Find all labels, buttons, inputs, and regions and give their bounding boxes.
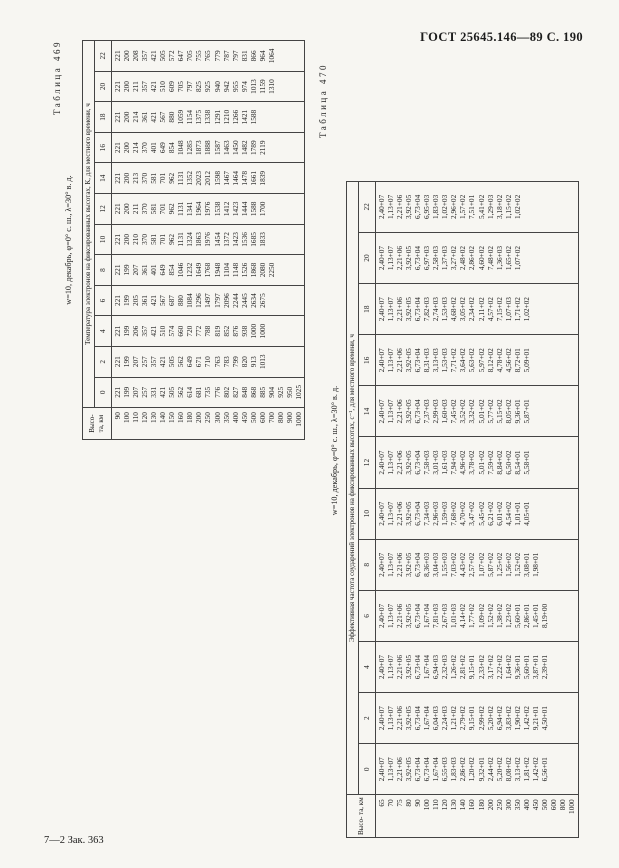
column-header: 18 — [358, 284, 375, 335]
column-header: 0 — [358, 744, 375, 795]
table-label: Таблица 470 — [318, 63, 328, 138]
superheader: Эффективная частота соударений электронов на фиксированных высотах, с⁻¹, для местного времени, ч — [347, 181, 359, 795]
value-cell: 221 200 211 357 421 510 609 705 797 825 925 940 942 955 974 1013 1159 1310 — [111, 71, 305, 102]
value-cell: 221 200 214 361 421 567 880 1059 1154 1375 1338 1291 1210 1266 1421 1588 — [111, 102, 305, 133]
page-header: ГОСТ 25645.146—89 С. 190 — [420, 30, 583, 44]
value-cell: 2,40+07 1,13+07 2,21+06 3,92+05 6,73+04 6,95+03 1,83+03 1,02+03 2,96+02 1,57+02 7,51+01 5,41+02 1,29+03 3,18+02 1,15+02 1,02+02 — [375, 181, 578, 232]
column-headers — [94, 41, 111, 440]
column-header: 4 — [358, 641, 375, 692]
value-cell: 2,40+07 1,13+07 2,21+06 3,92+05 6,73+04 1,67+04 7,81+03 2,67+03 1,01+03 4,14+02 1,77+02 1,09+02 1,52+02 1,38+02 1,23+02 5,60+01 2,86+01 1,45+01 8,19+00 — [375, 590, 578, 641]
column-header: 12 — [94, 194, 111, 225]
column-header: 22 — [94, 41, 111, 72]
value-cell: 221 200 213 370 581 701 962 1131 1352 2023 2012 1598 1467 1464 1478 1661 1839 — [111, 163, 305, 194]
value-cell: 2,40+07 1,13+07 2,21+06 3,92+05 6,73+04 1,67+04 6,94+03 2,32+03 1,26+02 2,81+02 9,15+01 2,33+02 3,17+02 2,22+02 1,64+02 9,36+01 5,60+01 3,87+01 2,39+01 — [375, 641, 578, 692]
column-header: 6 — [94, 285, 111, 316]
value-cell: 221 200 208 357 421 505 572 647 705 755 765 779 787 797 831 866 964 1064 — [111, 41, 305, 72]
value-cell: 2,40+07 1,13+07 2,21+06 3,92+05 6,73+04 7,37+03 2,99+03 1,60+03 7,45+02 3,52+02 3,32+02 5,01+02 5,77+02 5,15+02 8,05+02 9,36+01 5,87+01 — [375, 386, 578, 437]
table-469 — [52, 40, 304, 440]
value-cell: 221 200 210 370 581 701 962 1131 1324 1863 1976 1454 1372 1423 1536 1685 1833 — [111, 224, 305, 255]
column-header: 14 — [94, 163, 111, 194]
column-header: 8 — [94, 255, 111, 286]
column-header: 20 — [94, 71, 111, 102]
value-cell: 221 199 207 257 331 421 505 562 614 681 735 776 802 827 848 868 885 904 925 950 1025 — [111, 377, 305, 408]
superheader: Температура электронов на фиксированных высотах, К, для местного времени, ч — [83, 41, 95, 408]
value-cell: 2,40+07 1,13+07 2,21+06 3,92+05 6,73+04 1,67+04 6,04+03 2,24+03 1,21+02 2,79+02 9,15+01 2,99+02 5,20+02 6,94+02 3,83+02 1,90+02 1,42+02 9,21+01 4,50+01 — [375, 693, 578, 744]
table-title: w=10, декабрь, φ=0° с. ш., λ=30° в. д. — [64, 175, 73, 305]
column-header: 20 — [358, 232, 375, 283]
value-cell: 2,40+07 1,13+07 2,21+06 3,92+05 6,73+04 8,36+03 3,04+03 1,55+03 7,03+02 4,43+02 2,57+02 1,07+02 5,87+02 1,25+02 1,56+02 1,52+02 3,08+01 1,98+01 — [375, 539, 578, 590]
column-header: 2 — [94, 346, 111, 377]
table-label: Таблица 469 — [52, 40, 62, 115]
value-cell: 221 199 206 357 421 510 574 660 720 772 788 819 852 876 938 1000 1000 — [111, 316, 305, 347]
column-header: 10 — [358, 488, 375, 539]
column-headers — [358, 181, 375, 837]
value-cell: 221 200 211 370 581 701 962 1131 1341 1964 1976 1538 1412 1423 1444 1588 1700 — [111, 194, 305, 225]
row-header: Высо- та, км — [83, 408, 112, 440]
heights-cell: 65 70 75 80 90 100 110 120 130 140 160 180 200 250 300 350 400 450 500 600 800 1000 — [375, 795, 578, 838]
table-body-row — [375, 181, 578, 837]
column-header: 2 — [358, 693, 375, 744]
page-footer: 7—2 Зак. 363 — [44, 835, 104, 846]
value-cell: 2,40+07 1,13+07 2,21+06 3,92+05 6,73+04 7,34+03 2,96+03 1,59+03 7,68+02 4,70+02 3,47+02 5,45+02 6,21+02 6,01+02 4,54+02 1,01+01 4,05+01 — [375, 488, 578, 539]
column-header: 8 — [358, 539, 375, 590]
value-cell: 2,40+07 1,13+07 2,21+06 3,92+05 6,73+04 7,82+03 2,74+03 1,53+03 4,68+02 3,05+02 2,34+02 2,11+02 4,57+02 7,15+02 1,07+03 1,71+02 1,02+02 — [375, 284, 578, 335]
value-cell: 2,40+07 1,13+07 2,21+06 3,92+05 6,73+04 7,58+03 3,01+03 1,61+03 7,94+02 4,96+02 3,78+02 5,01+02 7,59+02 8,84+02 6,50+02 8,54+01 5,58+01 — [375, 437, 578, 488]
column-header: 12 — [358, 437, 375, 488]
column-header: 0 — [94, 377, 111, 408]
value-cell: 221 199 207 361 401 649 854 1046 1232 1649 1768 1948 1104 1148 1526 1868 2080 2250 — [111, 255, 305, 286]
data-table — [346, 181, 579, 838]
table-title: w=10, декабрь, φ=0° с. ш., λ=30° в. д. — [330, 385, 339, 516]
column-header: 6 — [358, 590, 375, 641]
value-cell: 2,40+07 1,13+07 2,21+06 3,92+05 6,73+04 6,97+03 2,58+03 1,37+03 3,27+02 2,48+02 2,86+02 4,60+02 7,48+02 1,36+03 1,65+02 1,07+02 — [375, 232, 578, 283]
heights-cell: 90 100 110 120 130 140 150 160 180 200 250 300 350 400 450 500 600 700 800 900 1000 — [111, 408, 305, 440]
column-header: 14 — [358, 386, 375, 437]
row-header: Высо- та, км — [347, 795, 376, 838]
table-body-row — [111, 41, 305, 440]
column-header: 10 — [94, 224, 111, 255]
value-cell: 221 199 207 257 357 421 505 562 649 671 710 763 783 799 820 913 1013 — [111, 346, 305, 377]
data-table — [82, 40, 305, 440]
column-header: 16 — [94, 132, 111, 163]
value-cell: 221 199 205 361 421 567 687 880 1084 1296 1497 1797 2096 2244 2445 2634 2675 — [111, 285, 305, 316]
column-header: 18 — [94, 102, 111, 133]
value-cell: 221 200 214 370 401 649 854 1048 1285 1873 1888 1587 1463 1450 1482 1789 2119 — [111, 132, 305, 163]
column-header: 22 — [358, 181, 375, 232]
value-cell: 2,40+07 1,13+07 2,21+06 3,92+05 6,73+04 6,73+04 1,67+04 6,55+03 1,83+03 2,86+02 1,20+02 9,32+01 2,44+02 5,20+02 8,08+02 3,13+02 1,81+02 1,42+02 6,56+01 — [375, 744, 578, 795]
value-cell: 2,40+07 1,13+07 2,21+06 3,92+05 6,73+04 8,31+03 3,13+03 1,53+03 7,71+02 3,64+02 5,63+02 5,97+02 8,12+02 4,78+02 4,56+02 8,72+01 5,09+01 — [375, 335, 578, 386]
column-header: 16 — [358, 335, 375, 386]
column-header: 4 — [94, 316, 111, 347]
table-470 — [318, 63, 584, 838]
